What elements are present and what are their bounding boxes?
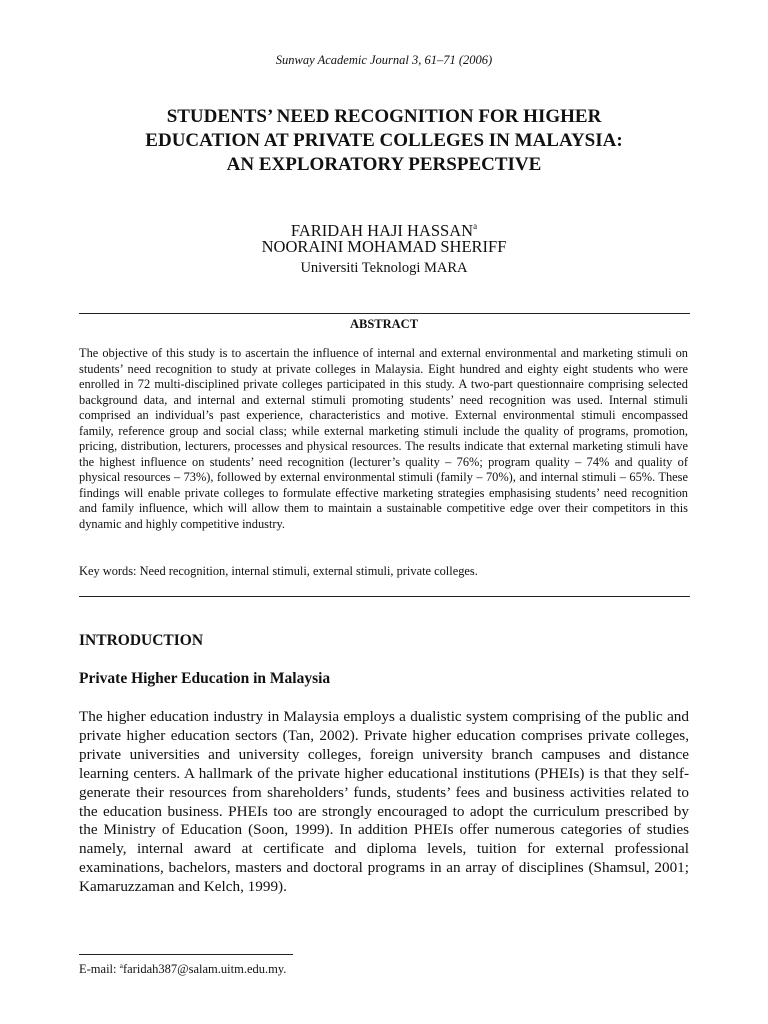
author-footnote-mark: a (473, 221, 478, 231)
body-paragraph: The higher education industry in Malaysia employs a dualistic system comprising of the public and private higher education sectors (Tan, 2002). Private higher education comprises private colleges, private universities and university colleges, foreign university branch campuses and distance learning centers. A hallmark of the private higher educational institutions (PHEIs) is that they self-generate their resources from shareholders’ funds, students’ fees and business activities related to the education business. PHEIs too are strongly encouraged to adopt the curriculum prescribed by the Ministry of Education (Soon, 1999). In addition PHEIs offer numerous categories of studies namely, internal award at certificate and diploma levels, tuition for external professional examinations, bachelors, masters and doctoral programs in an array of disciplines (Shamsul, 2001; Kamaruzzaman and Kelch, 1999). (79, 708, 689, 896)
footnote-rule (79, 954, 293, 955)
footnote (79, 961, 286, 977)
footnote-mark: a (119, 961, 123, 970)
author-secondary: NOORAINI MOHAMAD SHERIFF (261, 237, 507, 256)
abstract-text: The objective of this study is to ascertain the influence of internal and external environmental and marketing stimuli on students’ need recognition to study at private colleges in Malaysia. Eight hundred and eighty eight students who were enrolled in 72 multi-disciplined private colleges participated in this study. A two-part questionnaire comprising selected background data, and internal and external stimuli promoting students’ need recognition was used. Internal stimuli comprised an individual’s past experience, characteristics and motive. External environmental stimuli encompassed family, reference group and social class; while external marketing stimuli include the quality of programs, promotion, pricing, distribution, lecturers, processes and physical resources. The results indicate that external marketing stimuli have the highest influence on students’ need recognition (lecturer’s quality – 76%; program quality – 74% and quality of physical resources – 73%), followed by external environmental stimuli (family – 70%), and internal stimuli – 65%. These findings will enable private colleges to formulate effective marketing strategies emphasising students’ need recognition and family influence, which will allow them to maintain a sustainable competitive edge over their competitors in this dynamic and highly competitive industry. (79, 346, 688, 532)
footnote-email: faridah387@salam.uitm.edu.my. (122, 962, 287, 976)
author-affiliation: Universiti Teknologi MARA (300, 260, 468, 276)
title-line: STUDENTS’ NEED RECOGNITION FOR HIGHER (166, 106, 602, 127)
journal-citation: Sunway Academic Journal 3, 61–71 (2006) (275, 53, 493, 67)
author-name: FARIDAH HAJI HASSAN (290, 221, 474, 240)
footnote-prefix: E-mail: (79, 962, 120, 976)
abstract-top-rule (79, 313, 690, 314)
paper-title (60, 105, 708, 177)
abstract-bottom-rule (79, 596, 690, 597)
title-line: AN EXPLORATORY PERSPECTIVE (226, 154, 542, 175)
title-line: EDUCATION AT PRIVATE COLLEGES IN MALAYSIA: (145, 130, 623, 151)
section-heading-introduction: INTRODUCTION (79, 632, 204, 649)
abstract-heading: ABSTRACT (349, 317, 419, 331)
keywords: Key words: Need recognition, internal stimuli, external stimuli, private colleges. (79, 564, 478, 578)
subsection-heading: Private Higher Education in Malaysia (79, 670, 331, 687)
